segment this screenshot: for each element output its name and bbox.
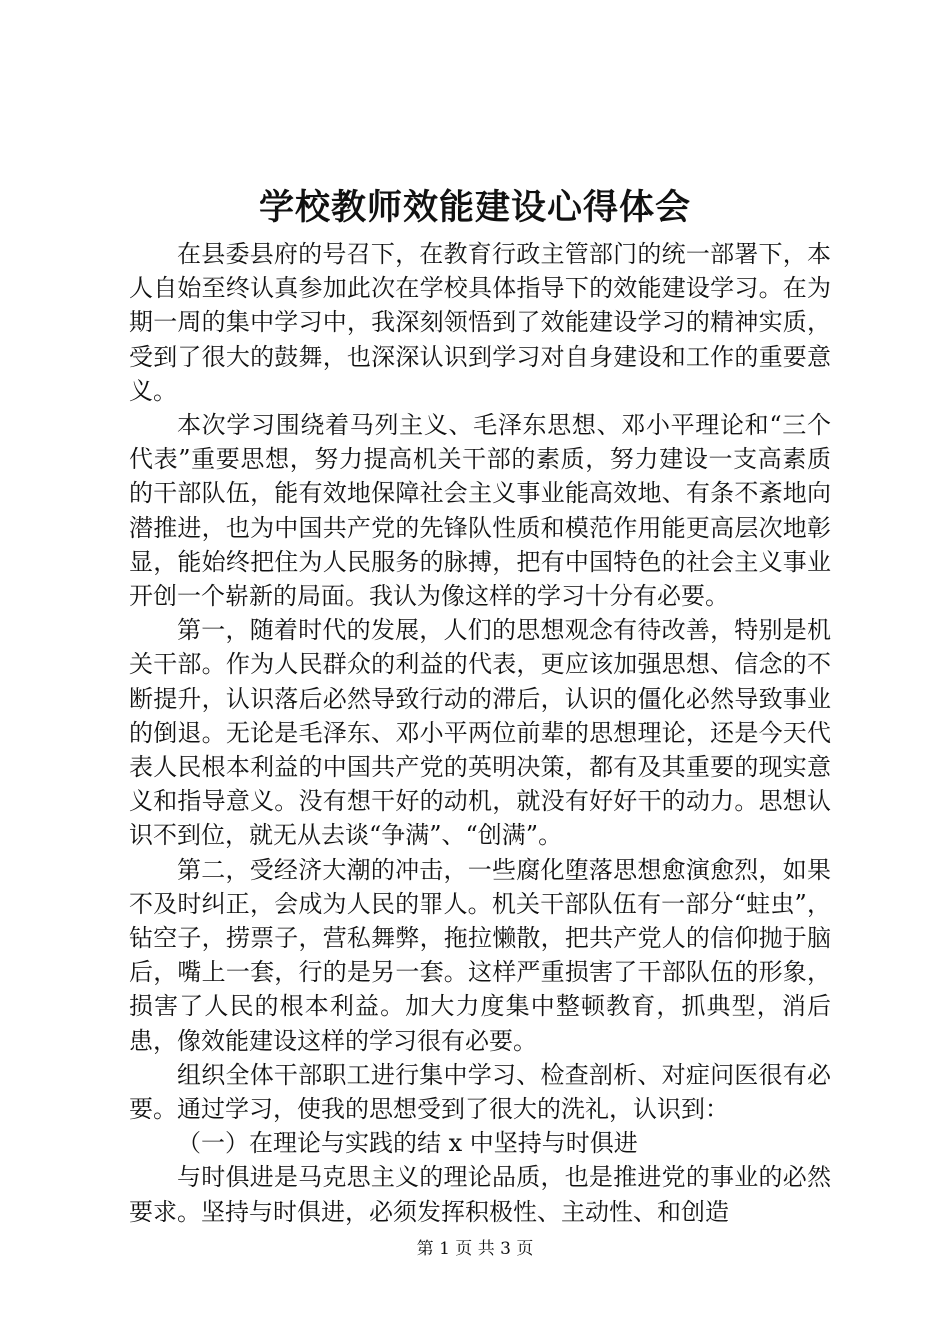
page-number-footer: 第 1 页 共 3 页: [416, 1239, 534, 1259]
paragraph-first-point: 第一，随着时代的发展，人们的思想观念有待改善，特别是机关干部。作为人民群众的利益的代表，更应该加强思想、信念的不断提升，认识落后必然导致行动的滞后，认识的僵化必然导致事业的倒退。无论是毛泽东、邓小平两位前辈的思想理论，还是今天代表人民根本利益的中国共产党的英明决策，都有及其重要的现实意义和指导意义。没有想干好的动机，就没有好好干的动力。思想认识不到位，就无从去谈“争满”、“创满”。: [129, 616, 831, 850]
section-subheading: （一）在理论与实践的结 x 中坚持与时俱进: [177, 1129, 638, 1158]
paragraph-second-point: 第二，受经济大潮的冲击，一些腐化堕落思想愈演愈烈，如果不及时纠正，会成为人民的罪人。机关干部队伍有一部分“蛀虫”，钻空子，捞票子，营私舞弊，拖拉懒散，把共产党人的信仰抛于脑后，嘴上一套，行的是另一套。这样严重损害了干部队伍的形象，损害了人民的根本利益。加大力度集中整顿教育，抓典型，消后患，像效能建设这样的学习很有必要。: [129, 855, 831, 1055]
paragraph-organize-study: 组织全体干部职工进行集中学习、检查剖析、对症问医很有必要。通过学习，使我的思想受到了很大的洗礼，认识到：: [129, 1060, 831, 1124]
paragraph-intro: 在县委县府的号召下，在教育行政主管部门的统一部署下，本人自始至终认真参加此次在学校具体指导下的效能建设学习。在为期一周的集中学习中，我深刻领悟到了效能建设学习的精神实质，受到了很大的鼓舞，也深深认识到学习对自身建设和工作的重要意义。: [129, 240, 831, 405]
document-title: 学校教师效能建设心得体会: [258, 187, 691, 228]
document-body: [129, 237, 831, 1229]
paragraph-keep-pace: 与时俱进是马克思主义的理论品质，也是推进党的事业的必然要求。坚持与时俱进，必须发挥积极性、主动性、和创造: [129, 1163, 831, 1226]
paragraph-study-content: 本次学习围绕着马列主义、毛泽东思想、邓小平理论和“三个代表”重要思想，努力提高机关干部的素质，努力建设一支高素质的干部队伍，能有效地保障社会主义事业能高效地、有条不紊地向潜推进，也为中国共产党的先锋队性质和模范作用能更高层次地彰显，能始终把住为人民服务的脉搏，把有中国特色的社会主义事业开创一个崭新的局面。我认为像这样的学习十分有必要。: [129, 411, 831, 611]
